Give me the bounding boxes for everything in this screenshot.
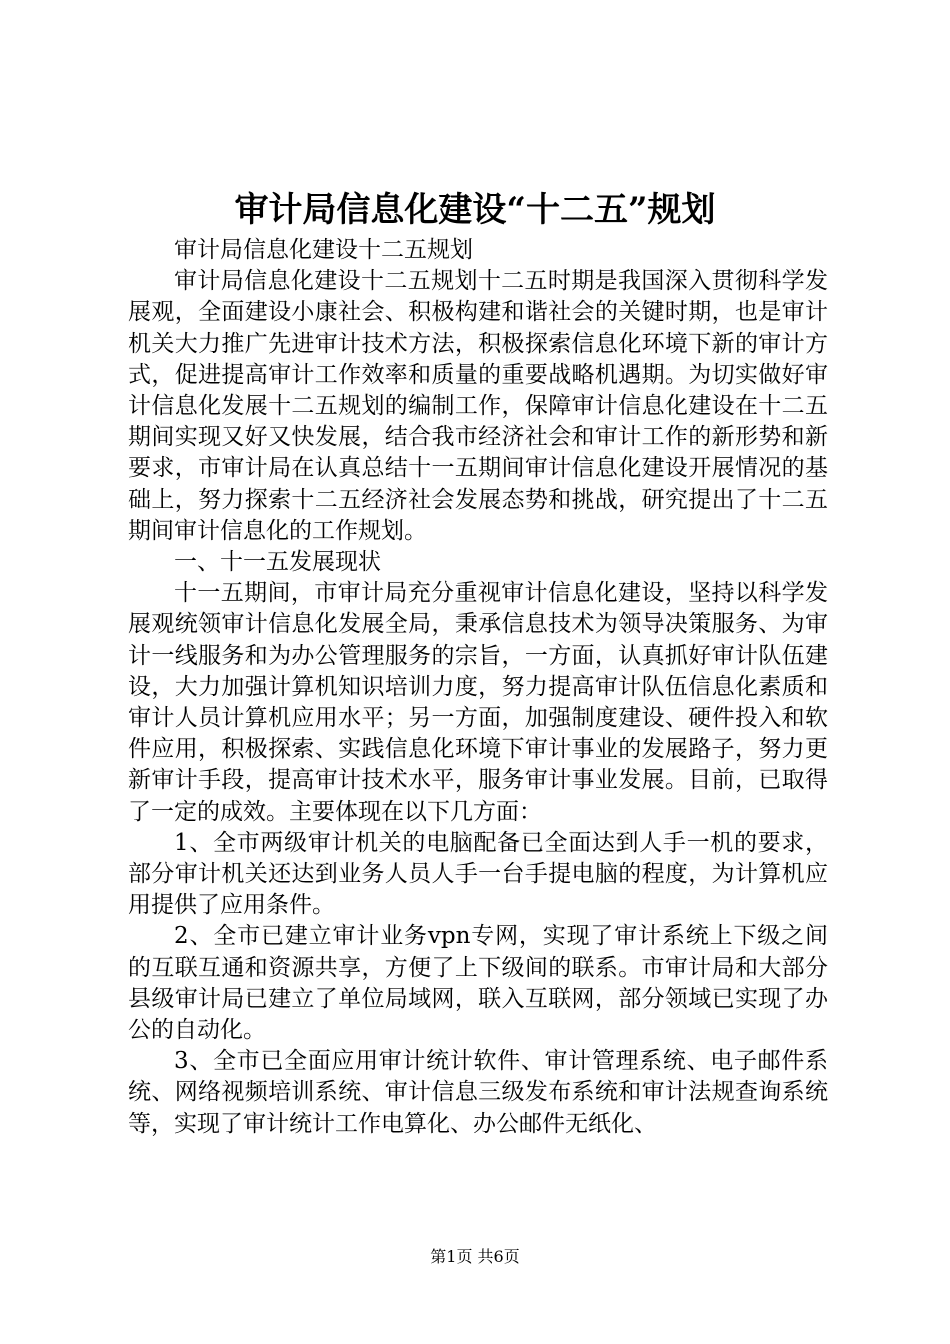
section-heading: 一、十一五发展现状 [174, 549, 381, 576]
status-paragraph: 十一五期间，市审计局充分重视审计信息化建设，坚持以科学发展观统领审计信息化发展全局，秉承信息技术为领导决策服务、为审计一线服务和为办公管理服务的宗旨，一方面，认真抓好审计队伍建设，大力加强计算机知识培训力度，努力提高审计队伍信息化素质和审计人员计算机应用水平；另一方面，加强制度建设、硬件投入和软件应用，积极探索、实践信息化环境下审计事业的发展路子，努力更新审计手段，提高审计技术水平，服务审计事业发展。目前，已取得了一定的成效。主要体现在以下几方面： [128, 580, 828, 825]
page-number-footer: 第1页 共6页 [430, 1247, 520, 1266]
document-body [128, 235, 828, 1140]
list-item-2: 2、全市已建立审计业务vpn专网，实现了审计系统上下级之间的互联互通和资源共享，方便了上下级间的联系。市审计局和大部分县级审计局已建立了单位局域网，联入互联网，部分领域已实现了办公的自动化。 [128, 923, 828, 1044]
list-item-1: 1、全市两级审计机关的电脑配备已全面达到人手一机的要求，部分审计机关还达到业务人员人手一台手提电脑的程度，为计算机应用提供了应用条件。 [128, 829, 828, 919]
list-item-3: 3、全市已全面应用审计统计软件、审计管理系统、电子邮件系统、网络视频培训系统、审计信息三级发布系统和审计法规查询系统等，实现了审计统计工作电算化、办公邮件无纸化、 [128, 1048, 828, 1137]
intro-paragraph: 审计局信息化建设十二五规划十二五时期是我国深入贯彻科学发展观，全面建设小康社会、积极构建和谐社会的关键时期，也是审计机关大力推广先进审计技术方法，积极探索信息化环境下新的审计方式，促进提高审计工作效率和质量的重要战略机遇期。为切实做好审计信息化发展十二五规划的编制工作，保障审计信息化建设在十二五期间实现又好又快发展，结合我市经济社会和审计工作的新形势和新要求，市审计局在认真总结十一五期间审计信息化建设开展情况的基础上，努力探索十二五经济社会发展态势和挑战，研究提出了十二五期间审计信息化的工作规划。 [128, 268, 828, 544]
subtitle-paragraph: 审计局信息化建设十二五规划 [174, 237, 473, 263]
document-title: 审计局信息化建设“十二五”规划 [234, 190, 716, 230]
